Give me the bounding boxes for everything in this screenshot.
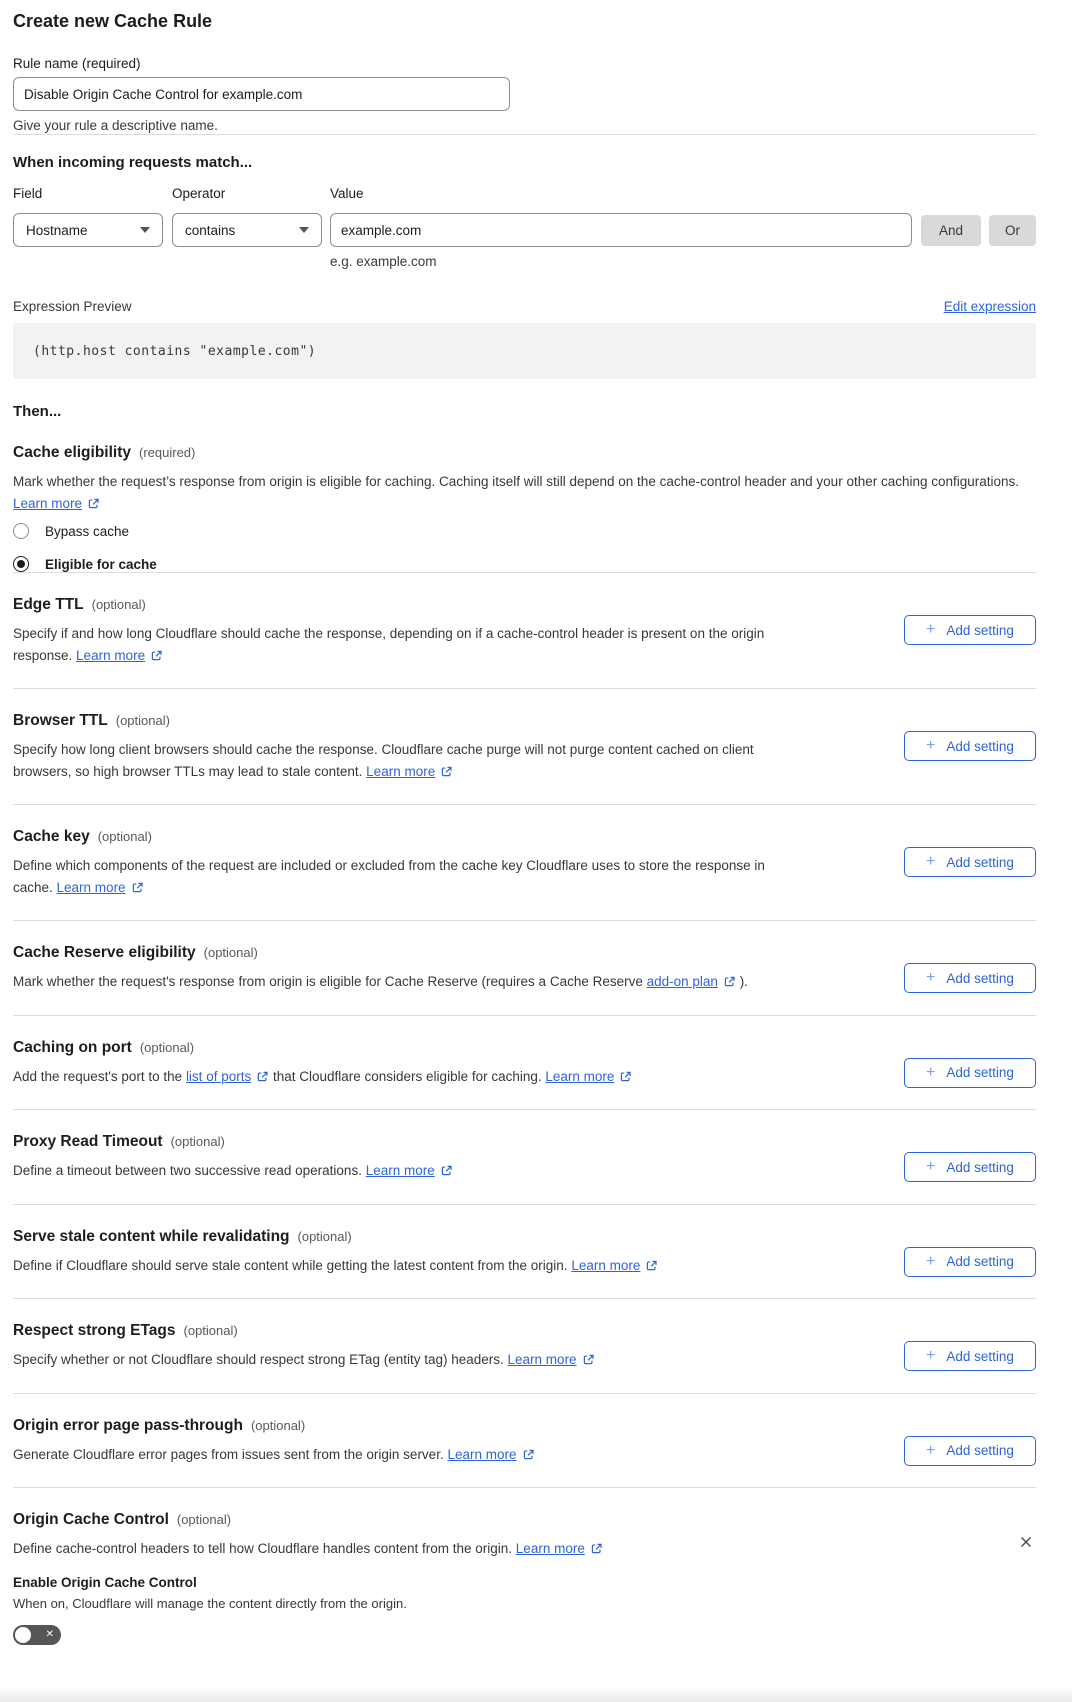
divider [13, 572, 1036, 573]
setting-heading [13, 595, 1036, 615]
setting-heading [13, 1321, 1036, 1341]
divider [13, 134, 1036, 135]
add-setting-button[interactable] [904, 1436, 1036, 1466]
link-learn-more[interactable]: Learn more [507, 1352, 577, 1367]
optional-badge: (optional) [183, 1323, 238, 1338]
setting-desc: Specify how long client browsers should cache the response. Cloudflare cache purge will not purge content cached on client browsers, so high browser TTLs may lead to stale content. Learn more [13, 742, 754, 779]
external-link-icon [590, 1542, 603, 1555]
setting-title: Serve stale content while revalidating [13, 1227, 290, 1245]
plus-icon: + [926, 737, 936, 754]
external-link-icon [619, 1070, 632, 1083]
external-link-icon [645, 1259, 658, 1272]
setting-desc: Mark whether the request's response from origin is eligible for Cache Reserve (requires a Cache Reserve add-on plan ). [13, 974, 748, 989]
cache-eligibility-title: Cache eligibility [13, 444, 132, 461]
setting-section-origin-error-page-pass-through [13, 1416, 1036, 1489]
operator-label: Operator [172, 186, 226, 201]
link-learn-more[interactable]: Learn more [56, 879, 126, 895]
add-setting-label: Add setting [946, 622, 1014, 638]
optional-settings-list [13, 595, 1036, 1488]
radio-eligible-for-cache[interactable] [13, 556, 1036, 572]
setting-section-browser-ttl [13, 711, 1036, 805]
setting-heading [13, 711, 1036, 731]
add-setting-label: Add setting [946, 1443, 1014, 1458]
cache-eligibility-heading [13, 443, 1036, 463]
link-learn-more[interactable]: Learn more [447, 1446, 517, 1462]
setting-title: Cache Reserve eligibility [13, 944, 196, 961]
add-setting-button[interactable] [904, 1058, 1036, 1088]
link-learn-more[interactable]: Learn more [571, 1257, 641, 1273]
link-learn-more[interactable]: Learn more [13, 495, 83, 511]
add-setting-label: Add setting [946, 1254, 1014, 1269]
setting-section-respect-strong-etags [13, 1321, 1036, 1394]
setting-desc: Specify whether or not Cloudflare should respect strong ETag (entity tag) headers. Learn more [13, 1349, 801, 1371]
chevron-down-icon [140, 227, 150, 233]
field-label: Field [13, 186, 43, 201]
plus-icon: + [926, 1347, 936, 1364]
setting-title: Caching on port [13, 1038, 132, 1056]
setting-desc: Define if Cloudflare should serve stale content while getting the latest content from the origin. Learn more [13, 1255, 801, 1277]
rule-name-helper: Give your rule a descriptive name. [13, 118, 218, 133]
optional-badge: (optional) [203, 945, 258, 960]
plus-icon: + [926, 853, 936, 870]
optional-badge: (optional) [139, 1039, 195, 1055]
link-learn-more[interactable]: Learn more [366, 763, 436, 779]
then-heading: Then... [13, 403, 62, 420]
and-button[interactable]: And [921, 215, 981, 246]
external-link-icon [723, 975, 736, 988]
optional-badge: (optional) [97, 829, 152, 844]
link-add-on-plan[interactable]: add-on plan [646, 974, 718, 989]
field-select[interactable] [13, 213, 163, 247]
setting-title: Browser TTL [13, 712, 108, 729]
toggle-off-icon: ✕ [45, 1628, 54, 1640]
setting-heading [13, 1132, 1036, 1152]
setting-section-edge-ttl [13, 595, 1036, 689]
setting-desc: Add the request's port to the list of ports that Cloudflare considers eligible for caching. Learn more [13, 1066, 801, 1088]
optional-badge: (optional) [297, 1228, 352, 1244]
setting-desc: Specify if and how long Cloudflare should cache the response, depending on if a cache-control header is present on the origin response. Learn more [13, 626, 765, 663]
link-learn-more[interactable]: Learn more [545, 1068, 615, 1084]
operator-select-value: contains [185, 222, 236, 238]
radio-icon [13, 556, 29, 572]
setting-desc: Define a timeout between two successive read operations. Learn more [13, 1160, 801, 1182]
operator-select[interactable] [172, 213, 322, 247]
optional-badge: (optional) [115, 713, 170, 728]
occ-desc: Define cache-control headers to tell how Cloudflare handles content from the origin. Learn more [13, 1538, 801, 1560]
setting-heading [13, 1416, 1036, 1436]
external-link-icon [522, 1448, 535, 1461]
origin-cache-control-toggle[interactable] [13, 1625, 61, 1645]
setting-title: Edge TTL [13, 596, 84, 613]
plus-icon: + [926, 621, 936, 638]
setting-title: Proxy Read Timeout [13, 1133, 163, 1150]
plus-icon: + [926, 1252, 936, 1270]
value-input[interactable] [330, 213, 912, 247]
external-link-icon [131, 881, 144, 894]
link-learn-more[interactable]: Learn more [76, 647, 146, 663]
occ-toggle-title: Enable Origin Cache Control [13, 1574, 197, 1590]
external-link-icon [440, 765, 453, 778]
setting-title: Cache key [13, 828, 90, 845]
close-icon[interactable] [1018, 1534, 1034, 1550]
optional-badge: (optional) [170, 1134, 225, 1149]
add-setting-label: Add setting [946, 1348, 1014, 1364]
setting-title: Respect strong ETags [13, 1322, 176, 1339]
value-label: Value [330, 186, 364, 201]
setting-section-cache-reserve-eligibility [13, 943, 1036, 1016]
expression-row [13, 299, 1036, 314]
add-setting-label: Add setting [946, 854, 1014, 870]
add-setting-label: Add setting [946, 1159, 1014, 1175]
match-labels [13, 185, 1036, 202]
optional-badge: (optional) [250, 1417, 306, 1433]
or-button[interactable]: Or [989, 215, 1036, 246]
plus-icon: + [926, 1441, 936, 1459]
setting-title: Origin error page pass-through [13, 1416, 243, 1434]
cache-eligibility-desc: Mark whether the request’s response from origin is eligible for caching. Caching itself will still depend on the cache-control header and your other caching configurations. Learn more [13, 474, 1020, 511]
occ-toggle-helper: When on, Cloudflare will manage the content directly from the origin. [13, 1595, 407, 1611]
optional-badge: (optional) [91, 597, 146, 612]
setting-heading [13, 1227, 1036, 1247]
expression-preview-label: Expression Preview [13, 299, 132, 314]
match-row [13, 213, 1036, 247]
setting-desc: Generate Cloudflare error pages from issues sent from the origin server. Learn more [13, 1444, 801, 1466]
external-link-icon [440, 1164, 453, 1177]
radio-label: Bypass cache [45, 523, 130, 539]
chevron-down-icon [299, 227, 309, 233]
external-link-icon [150, 649, 163, 662]
setting-section-caching-on-port [13, 1038, 1036, 1111]
add-setting-button[interactable] [904, 963, 1036, 993]
expression-preview-box [13, 323, 1036, 379]
expression-code: (http.host contains "example.com") [33, 343, 317, 359]
setting-desc: Define which components of the request are included or excluded from the cache key Cloudflare uses to store the response in cache. Learn more [13, 858, 765, 895]
add-setting-label: Add setting [946, 1065, 1014, 1080]
toggle-knob [15, 1627, 31, 1643]
add-setting-button[interactable] [904, 731, 1036, 761]
setting-heading [13, 1038, 1036, 1058]
setting-heading [13, 827, 1036, 847]
link-list-of-ports[interactable]: list of ports [185, 1068, 252, 1084]
add-setting-button[interactable] [904, 847, 1036, 877]
external-link-icon [256, 1070, 269, 1083]
add-setting-label: Add setting [946, 970, 1014, 986]
plus-icon: + [926, 969, 936, 986]
value-helper: e.g. example.com [330, 254, 437, 269]
add-setting-button[interactable] [904, 1152, 1036, 1182]
page-title: Create new Cache Rule [13, 11, 213, 31]
setting-section-proxy-read-timeout [13, 1132, 1036, 1205]
add-setting-button[interactable] [904, 615, 1036, 645]
radio-label: Eligible for cache [45, 556, 157, 572]
plus-icon: + [926, 1158, 936, 1175]
add-setting-label: Add setting [946, 738, 1014, 754]
setting-section-serve-stale-content-while-revalidating [13, 1227, 1036, 1300]
link-learn-more[interactable]: Learn more [515, 1541, 585, 1556]
match-heading: When incoming requests match... [13, 154, 253, 171]
external-link-icon [582, 1353, 595, 1366]
rule-name-label: Rule name (required) [13, 56, 141, 71]
setting-section-cache-key [13, 827, 1036, 921]
occ-title: Origin Cache Control [13, 1511, 169, 1528]
origin-cache-control-section [13, 1510, 1036, 1645]
add-setting-button[interactable] [904, 1247, 1036, 1277]
link-learn-more[interactable]: Learn more [365, 1163, 435, 1178]
radio-bypass-cache[interactable] [13, 523, 1036, 539]
rule-name-input[interactable] [13, 77, 510, 111]
external-link-icon [87, 497, 100, 510]
occ-heading [13, 1510, 1036, 1530]
required-badge: (required) [139, 445, 196, 460]
edit-expression-link[interactable]: Edit expression [943, 299, 1036, 314]
radio-icon [13, 523, 29, 539]
optional-badge: (optional) [176, 1512, 232, 1527]
bottom-fade [0, 1686, 1072, 1702]
field-select-value: Hostname [26, 222, 88, 238]
add-setting-button[interactable] [904, 1341, 1036, 1371]
setting-heading [13, 943, 1036, 963]
plus-icon: + [926, 1063, 936, 1081]
